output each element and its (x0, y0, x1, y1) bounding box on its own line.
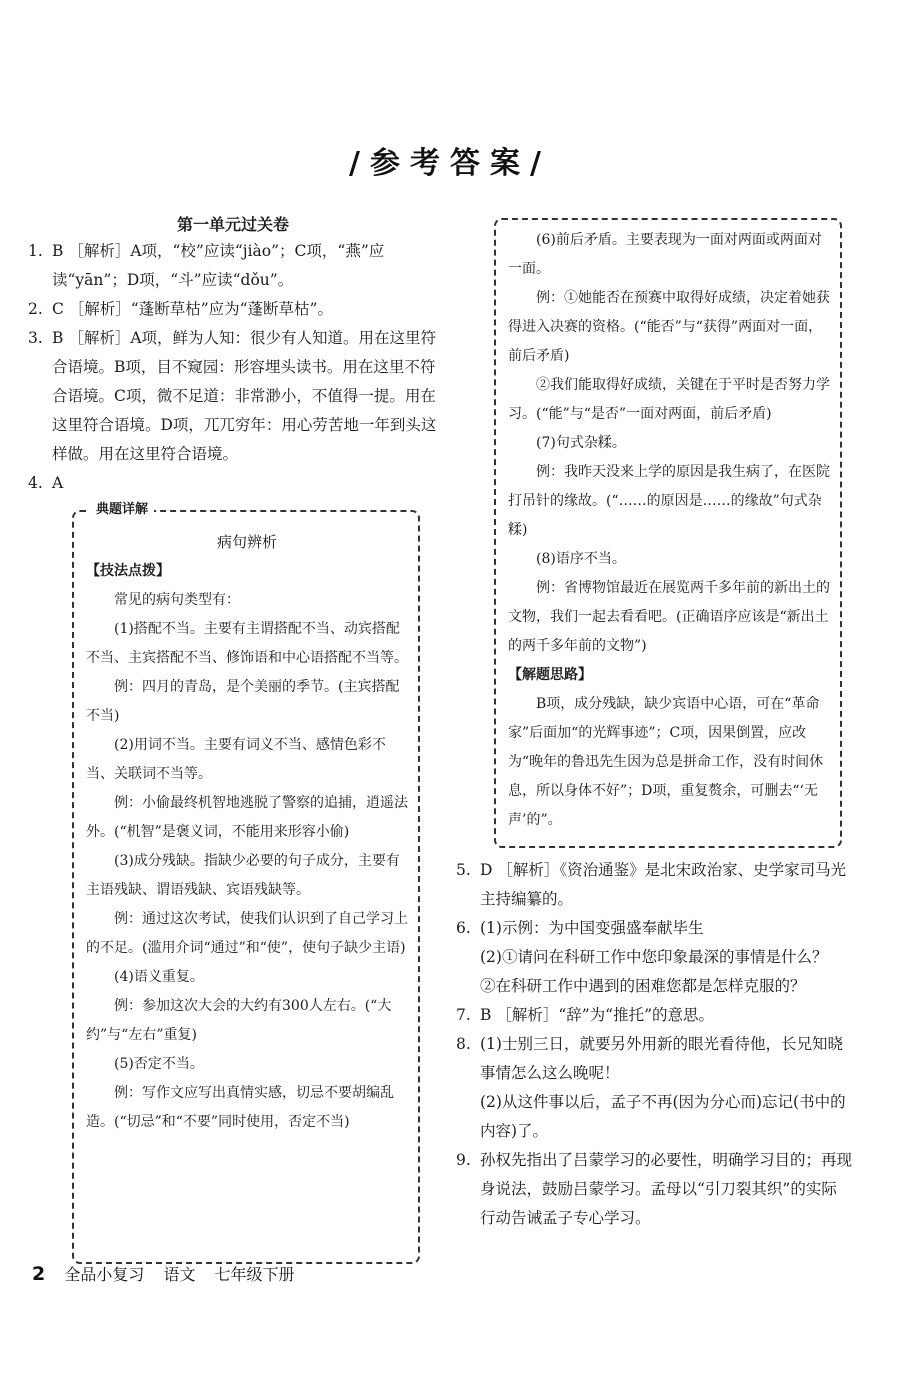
example-explanation-box (72, 502, 420, 1264)
answer-item-7: 7. B ［解析］“辞”为“推托”的意思。 (456, 1006, 715, 1024)
answer-item-6-line: ②在科研工作中遇到的困难您都是怎样克服的？ (480, 977, 806, 995)
box-paragraph: ②我们能取得好成绩，关键在于平时是否努力学习。(“能”与“是否”一面对两面，前后矛盾) (508, 377, 830, 422)
box-heading: 【技法点拨】 (86, 563, 170, 579)
page-title: /参考答案/ (349, 146, 551, 181)
answer-item-8-line: (2)从这件事以后，孟子不再(因为分心而)忘记(书中的内容)了。 (480, 1093, 846, 1140)
subject: 语文 (163, 1265, 196, 1284)
box-paragraph: 例：参加这次大会的大约有300人左右。(“大约”与“左右”重复) (86, 998, 392, 1043)
box-paragraph: 常见的病句类型有： (114, 592, 240, 608)
box-paragraph: 例：写作文应写出真情实感，切忌不要胡编乱造。(“切忌”和“不要”同时使用，否定不当) (86, 1085, 394, 1130)
box-answer: B项，成分残缺，缺少宾语中心语，可在“革命家”后面加“的光辉事迹”；C项，因果倒置，应改为“晚年的鲁迅先生因为总是拼命工作，没有时间休息，所以身体不好”；D项，重复赘余，可删去“‘无声’的”。 (508, 696, 824, 828)
answer-item-4: 4. A (28, 474, 64, 492)
page-number: 2 (32, 1263, 46, 1285)
box-title: 病句辨析 (216, 533, 277, 551)
box-paragraph: (4)语义重复。 (114, 969, 204, 985)
answer-item-9: 9. 孙权先指出了吕蒙学习的必要性，明确学习目的；再现身说法，鼓励吕蒙学习。孟母以“引刀裂其织”的实际行动告诫孟子专心学习。 (456, 1151, 853, 1227)
example-continuation-box (494, 218, 842, 848)
answer-item-5: 5. D ［解析］《资治通鉴》是北宋政治家、史学家司马光主持编纂的。 (456, 861, 847, 908)
box-paragraph: 例：小偷最终机智地逃脱了警察的追捕，逍遥法外。(“机智”是褒义词，不能用来形容小偷) (86, 795, 408, 840)
left-column (28, 212, 438, 1264)
box-paragraph: 例：省博物馆最近在展览两千多年前的新出土的文物，我们一起去看看吧。(正确语序应该是“新出土的两千多年前的文物”) (508, 580, 830, 654)
box-paragraph: (1)搭配不当。主要有主谓搭配不当、动宾搭配不当、主宾搭配不当、修饰语和中心语搭配不当等。 (86, 621, 408, 666)
box-tag: 典题详解 (90, 500, 154, 520)
section-title: 第一单元过关卷 (176, 215, 289, 234)
answer-item-8: 8. (1)士别三日，就要另外用新的眼光看待他，长兄知晓事情怎么这么晚呢！ (456, 1035, 843, 1082)
box-paragraph: (7)句式杂糅。 (536, 435, 626, 451)
answer-item-6-line: (2)①请问在科研工作中您印象最深的事情是什么？ (480, 948, 828, 966)
box-paragraph: (6)前后矛盾。主要表现为一面对两面或两面对一面。 (508, 232, 822, 277)
grade: 七年级下册 (214, 1265, 295, 1284)
right-column (456, 218, 852, 1233)
box-paragraph: 例：我昨天没来上学的原因是我生病了，在医院打吊针的缘故。(“……的原因是……的缘故”句式杂糅) (508, 464, 830, 538)
answer-item-1: 1. B ［解析］A项，“校”应读“jiào”；C项，“燕”应读“yān”；D项，“斗”应读“dǒu”。 (28, 242, 385, 289)
box-paragraph: (5)否定不当。 (114, 1056, 204, 1072)
box-paragraph: 例：通过这次考试，使我们认识到了自己学习上的不足。(滥用介词“通过”和“使”，使句子缺少主语) (86, 911, 408, 956)
box-paragraph: 例：①她能否在预赛中取得好成绩，决定着她获得进入决赛的资格。(“能否”与“获得”两面对一面，前后矛盾) (508, 290, 830, 364)
box-heading: 【解题思路】 (508, 667, 592, 683)
box-paragraph: (2)用词不当。主要有词义不当、感情色彩不当、关联词不当等。 (86, 737, 386, 782)
book-name: 全品小复习 (64, 1265, 145, 1284)
box-paragraph: (8)语序不当。 (536, 551, 626, 567)
box-paragraph: 例：四月的青岛，是个美丽的季节。(主宾搭配不当) (86, 679, 400, 724)
page-footer (32, 1262, 309, 1285)
answer-item-3: 3. B ［解析］A项，鲜为人知：很少有人知道。用在这里符合语境。B项，目不窥园：形容埋头读书。用在这里不符合语境。C项，微不足道：非常渺小，不值得一提。用在这里符合语境。D项，兀兀穷年：用心劳苦地一年到头这样做。用在这里符合语境。 (28, 329, 437, 463)
box-paragraph: (3)成分残缺。指缺少必要的句子成分，主要有主语残缺、谓语残缺、宾语残缺等。 (86, 853, 400, 898)
answer-item-2: 2. C ［解析］“蓬断草枯”应为“蓬断草枯”。 (28, 300, 333, 318)
answer-item-6: 6. (1)示例：为中国变强盛奉献毕生 (456, 919, 704, 937)
